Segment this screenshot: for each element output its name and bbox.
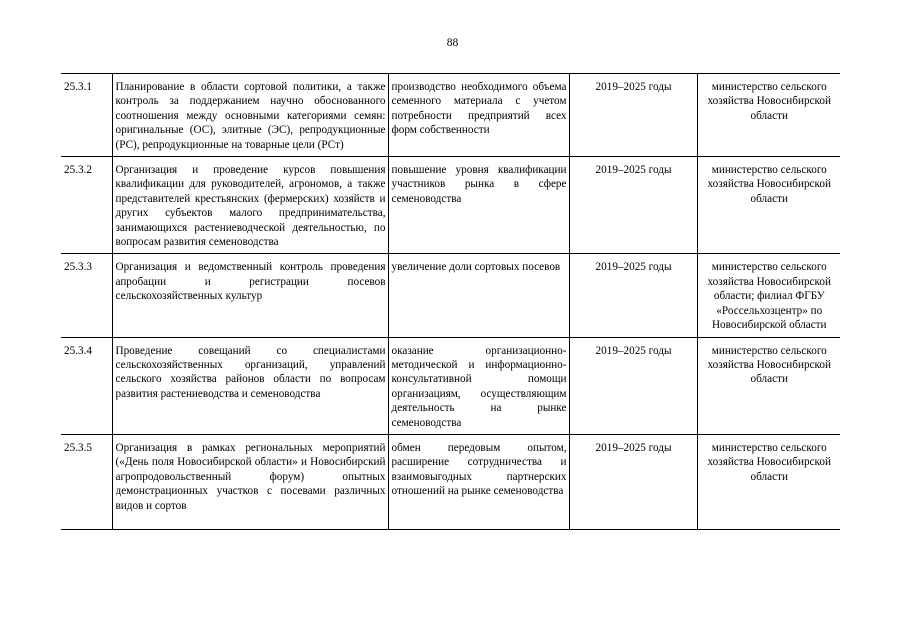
executor-cell: министерство сельского хозяйства Новосибирской области; филиал ФГБУ «Россельхозцентр» по Новосибирской области [697,254,840,337]
row-number: 25.3.3 [61,254,112,337]
action-cell: Планирование в области сортовой политики, а также контроль за поддержанием научно обоснованного соотношения между основными категориями семян: оригинальные (ОС), элитные (ЭС), репродукционные (РС), репродукционные на товарные цели (РСт) [112,74,388,157]
row-number-text: 25.3.5 [64,441,92,454]
term-cell: 2019–2025 годы [569,254,697,337]
result-cell: производство необходимого объема семенного материала с учетом потребности предприятий всех форм собственности [388,74,569,157]
executor-cell: министерство сельского хозяйства Новосибирской области [697,74,840,157]
term-text: 2019–2025 годы [595,441,672,454]
activities-table [61,73,840,530]
action-text: Организация в рамках региональных мероприятий («День поля Новосибирской области» и Новосибирский агропродовольственный форум) опытных демонстрационных участков с посевами различных видов и сортов [115,441,386,512]
page-number: 88 [446,37,459,49]
result-cell [388,434,569,529]
executor-cell: министерство сельского хозяйства Новосибирской области [697,337,840,434]
table-row [61,434,840,529]
action-cell: Организация и проведение курсов повышения квалификации для руководителей, агрономов, а также представителей крестьянских (фермерских) хозяйств и других субъектов малого предпринимательства, занимающихся растениеводческой деятельностью, по вопросам развития семеноводства [112,157,388,254]
row-number: 25.3.2 [61,157,112,254]
executor-cell: министерство сельского хозяйства Новосибирской области [697,157,840,254]
result-cell: оказание организационно-методической и информационно-консультативной помощи организациям, осуществляющим деятельность на рынке семеноводства [388,337,569,434]
term-cell [569,434,697,529]
row-number: 25.3.4 [61,337,112,434]
executor-cell [697,434,840,529]
executor-text: министерство сельского хозяйства Новосибирской области [707,441,831,483]
table-row [61,254,840,337]
action-cell: Проведение совещаний со специалистами сельскохозяйственных организаций, управлений сельского хозяйства районов области по вопросам развития растениеводства и семеноводства [112,337,388,434]
result-cell: увеличение доли сортовых посевов [388,254,569,337]
table-row [61,337,840,434]
action-cell: Организация и ведомственный контроль проведения апробации и регистрации посевов сельскохозяйственных культур [112,254,388,337]
term-cell: 2019–2025 годы [569,337,697,434]
result-cell: повышение уровня квалификации участников рынка в сфере семеноводства [388,157,569,254]
result-text: обмен передовым опытом, расширение сотрудничества и взаимовыгодных партнерских отношений на рынке семеноводства [391,441,567,498]
term-cell: 2019–2025 годы [569,157,697,254]
row-number [61,434,112,529]
row-number: 25.3.1 [61,74,112,157]
table-row [61,157,840,254]
term-cell: 2019–2025 годы [569,74,697,157]
table-row [61,74,840,157]
action-cell [112,434,388,529]
